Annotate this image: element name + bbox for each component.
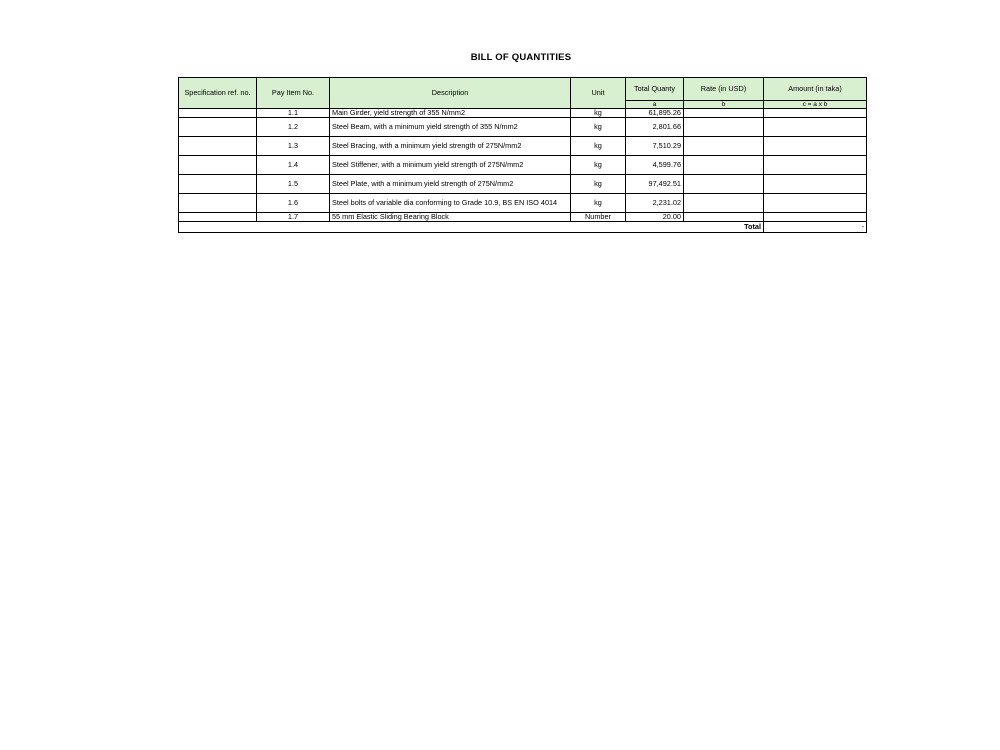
item-cell: 1.5 <box>257 175 330 194</box>
spec-cell <box>179 109 257 118</box>
table-header-row <box>179 78 867 101</box>
item-cell: 1.6 <box>257 194 330 213</box>
rate-cell <box>684 194 764 213</box>
table-row <box>179 118 867 137</box>
subheader-rate: b <box>684 101 764 109</box>
description-cell: Steel bolts of variable dia conforming to Grade 10.9, BS EN ISO 4014 <box>330 194 571 213</box>
table-row <box>179 175 867 194</box>
quantity-cell: 4,599.76 <box>626 156 684 175</box>
quantity-cell: 97,492.51 <box>626 175 684 194</box>
header-amount: Amount (in taka) <box>764 78 867 101</box>
table-row <box>179 137 867 156</box>
rate-cell <box>684 156 764 175</box>
header-description: Description <box>330 78 571 109</box>
spec-cell <box>179 213 257 222</box>
unit-cell: Number <box>571 213 626 222</box>
description-cell: Steel Bracing, with a minimum yield strength of 275N/mm2 <box>330 137 571 156</box>
amount-cell <box>764 109 867 118</box>
quantity-cell: 20.00 <box>626 213 684 222</box>
header-unit: Unit <box>571 78 626 109</box>
amount-cell <box>764 156 867 175</box>
spec-cell <box>179 137 257 156</box>
description-cell: Steel Beam, with a minimum yield strength of 355 N/mm2 <box>330 118 571 137</box>
table-row <box>179 156 867 175</box>
unit-cell: kg <box>571 109 626 118</box>
table-row <box>179 194 867 213</box>
total-value: - <box>764 222 867 233</box>
spec-cell <box>179 156 257 175</box>
unit-cell: kg <box>571 156 626 175</box>
spec-cell <box>179 175 257 194</box>
item-cell: 1.2 <box>257 118 330 137</box>
table-row <box>179 109 867 118</box>
rate-cell <box>684 137 764 156</box>
description-cell: Main Girder, yield strength of 355 N/mm2 <box>330 109 571 118</box>
bill-of-quantities-table <box>178 77 867 233</box>
header-spec-ref: Specification ref. no. <box>179 78 257 109</box>
spec-cell <box>179 118 257 137</box>
page-title: BILL OF QUANTITIES <box>470 52 572 63</box>
unit-cell: kg <box>571 137 626 156</box>
rate-cell <box>684 213 764 222</box>
subheader-total-qty: a <box>626 101 684 109</box>
amount-cell <box>764 175 867 194</box>
total-row <box>179 222 867 233</box>
rate-cell <box>684 175 764 194</box>
spec-cell <box>179 194 257 213</box>
quantity-cell: 2,801.66 <box>626 118 684 137</box>
rate-cell <box>684 109 764 118</box>
table-row <box>179 213 867 222</box>
item-cell: 1.1 <box>257 109 330 118</box>
unit-cell: kg <box>571 118 626 137</box>
header-total-qty: Total Quanty <box>626 78 684 101</box>
quantity-cell: 7,510.29 <box>626 137 684 156</box>
amount-cell <box>764 213 867 222</box>
item-cell: 1.3 <box>257 137 330 156</box>
subheader-amount: c = a x b <box>764 101 867 109</box>
total-label: Total <box>179 222 764 233</box>
unit-cell: kg <box>571 175 626 194</box>
item-cell: 1.4 <box>257 156 330 175</box>
quantity-cell: 2,231.02 <box>626 194 684 213</box>
header-pay-item: Pay Item No. <box>257 78 330 109</box>
item-cell: 1.7 <box>257 213 330 222</box>
description-cell: Steel Stiffener, with a minimum yield strength of 275N/mm2 <box>330 156 571 175</box>
quantity-cell: 61,895.26 <box>626 109 684 118</box>
header-rate: Rate (in USD) <box>684 78 764 101</box>
rate-cell <box>684 118 764 137</box>
description-cell: Steel Plate, with a minimum yield strength of 275N/mm2 <box>330 175 571 194</box>
description-cell: 55 mm Elastic Sliding Bearing Block <box>330 213 571 222</box>
amount-cell <box>764 194 867 213</box>
amount-cell <box>764 118 867 137</box>
amount-cell <box>764 137 867 156</box>
unit-cell: kg <box>571 194 626 213</box>
